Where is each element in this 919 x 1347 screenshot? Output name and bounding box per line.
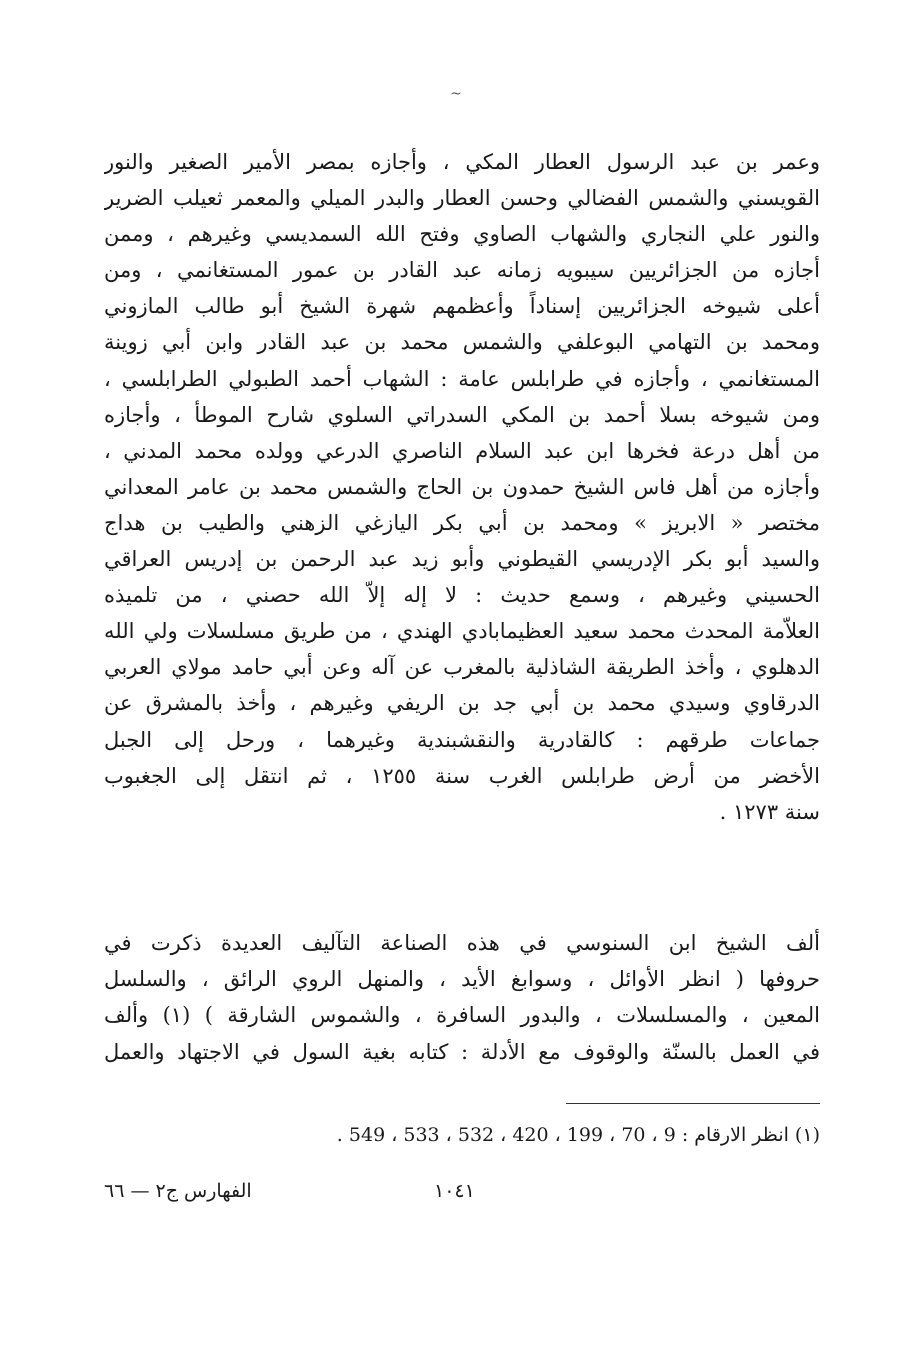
top-ornament-mark: ~ (450, 86, 462, 102)
text-line: العلاّمة المحدث محمد سعيد العظيمابادي الهندي ، من طريق مسلسلات ولي الله (104, 619, 820, 644)
footnote: (١) انظر الارقام : 9 ، 70 ، 199 ، 420 ، 532 ، 533 ، 549 . (336, 1124, 820, 1146)
text-line: ومن شيوخه بسلا أحمد بن المكي السدراتي السلوي شارح الموطأ ، وأجازه (104, 402, 820, 427)
text-line: في العمل بالسنّة والوقوف مع الأدلة : كتابه بغية السول في الاجتهاد والعمل (104, 1039, 820, 1064)
text-line: الدهلوي ، وأخذ الطريقة الشاذلية بالمغرب عن آله وعن أبي حامد مولاي العربي (104, 655, 820, 680)
text-line: الحسيني وغيرهم ، وسمع حديث : لا إله إلاّ الله حصني ، من تلميذه (104, 583, 820, 608)
text-line: مختصر « الابريز » ومحمد بن أبي بكر اليازغي الزهني والطيب بن هداج (104, 510, 820, 535)
page-footer (104, 1176, 820, 1206)
text-line: وأجازه من أهل فاس الشيخ حمدون بن الحاج والشمس محمد بن عامر المعداني (104, 474, 820, 499)
text-line: الأخضر من أرض طرابلس الغرب سنة ١٢٥٥ ، ثم انتقل إلى الجغبوب (104, 763, 820, 788)
text-line: المستغانمي ، وأجازه في طرابلس عامة : الشهاب أحمد الطبولي الطرابلسي ، (104, 366, 820, 391)
text-line: سنة ١٢٧٣ . (719, 799, 820, 824)
text-line: أعلى شيوخه الجزائريين إسناداً وأعظمهم شهرة الشيخ أبو طالب المازوني (104, 294, 820, 319)
text-line: والنور علي النجاري والشهاب الصاوي وفتح الله السمديسي وغيرهم ، وممن (104, 222, 820, 247)
text-line: ألف الشيخ ابن السنوسي في هذه الصناعة التآليف العديدة ذكرت في (104, 931, 820, 955)
text-line: المعين ، والمسلسلات ، والبدور السافرة ، والشموس الشارقة ) (١) وألف (104, 1003, 820, 1028)
text-line: الدرقاوي وسيدي محمد بن أبي جد بن الريفي وغيرهم ، وأخذ بالمشرق عن (104, 691, 820, 716)
running-head: الفهارس ج٢ — ٦٦ (104, 1180, 252, 1202)
page-number: ١٠٤١ (434, 1180, 475, 1202)
text-line: والسيد أبو بكر الإدريسي القيطوني وأبو زيد عبد الرحمن بن إدريس العراقي (104, 547, 820, 572)
text-line: القويسني والشمس الفضالي وحسن العطار والبدر الميلي والمعمر ثعيلب الضرير (104, 186, 820, 211)
text-line: أجازه من الجزائريين سيبويه زمانه عبد القادر بن عمور المستغانمي ، ومن (104, 258, 820, 283)
text-line: حروفها ( انظر الأوائل ، وسوابغ الأيد ، والمنهل الروي الرائق ، والسلسل (104, 967, 820, 992)
text-line: ومحمد بن التهامي البوعلفي والشمس محمد بن عبد القادر وابن أبي زوينة (104, 330, 820, 355)
footnote-divider (566, 1103, 820, 1104)
text-line: وعمر بن عبد الرسول العطار المكي ، وأجازه بمصر الأمير الصغير والنور (104, 150, 820, 174)
text-line: جماعات طرقهم : كالقادرية والنقشبندية وغيرهما ، ورحل إلى الجبل (104, 727, 820, 752)
text-line: من أهل درعة فخرها ابن عبد السلام الناصري الدرعي وولده محمد المدني ، (104, 438, 820, 463)
paragraph-1 (104, 144, 820, 830)
paragraph-2 (104, 925, 820, 1070)
